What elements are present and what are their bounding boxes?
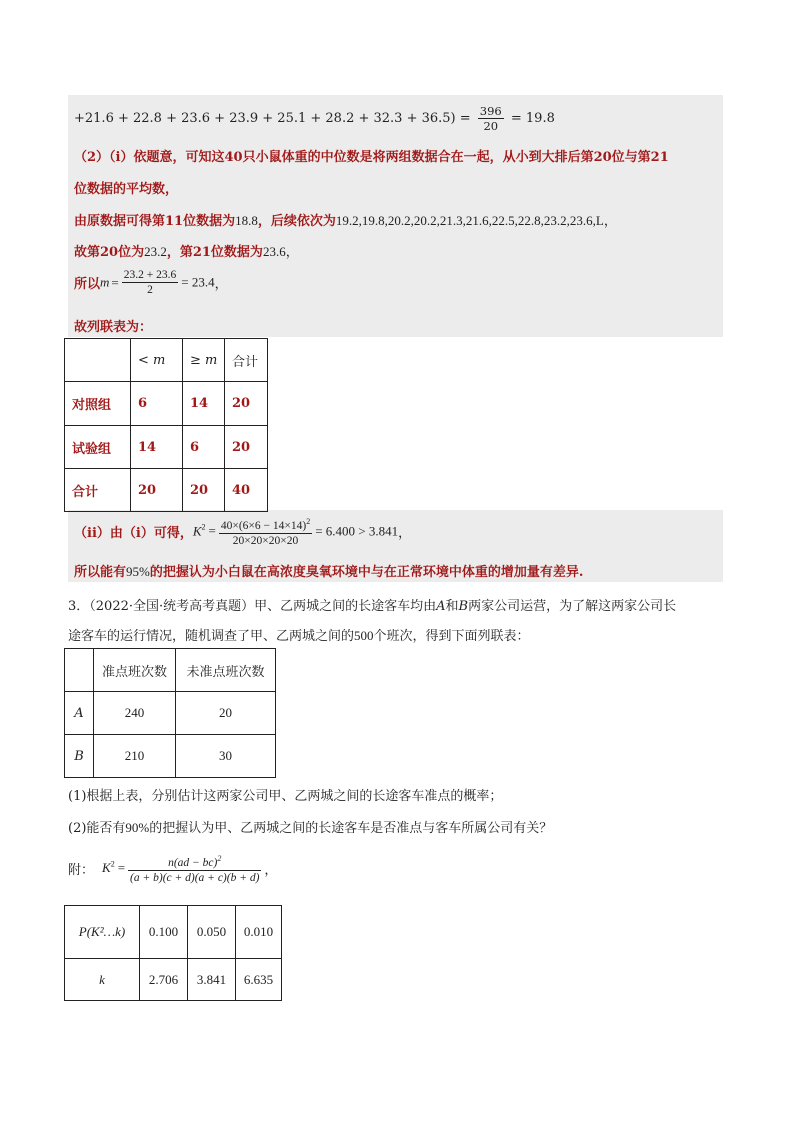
- critical-value-table: P(K²…k) 0.100 0.050 0.010 k 2.706 3.841 6.635: [64, 905, 282, 1001]
- table2-header-on-time: 准点班次数: [94, 649, 176, 692]
- table-row: A 240 20: [65, 692, 276, 735]
- solution-line-9: 所以能有95%的把握认为小白鼠在高浓度臭氧环境中与在正常环境中体重的增加量有差异.: [74, 564, 584, 580]
- solution-line-1: [74, 104, 555, 133]
- k-squared-fraction: $\frac{40\times(6\times 6 - 14\times 14)^2}{20\times 20\times 20\times 20}$: [220, 517, 311, 547]
- formula-fraction: $\frac{n(ad - bc)^2}{(a + b)(c + d)(a + c)(b + d)}$: [130, 854, 260, 884]
- table1-header-total: 合计: [225, 339, 268, 382]
- solution-line-7: 故列联表为：: [74, 320, 153, 335]
- mean-result: = 19.8: [510, 111, 555, 126]
- table1-header-empty: [65, 339, 131, 382]
- table1-header-lt-m: < m: [131, 339, 183, 382]
- contingency-table-1: [64, 338, 268, 512]
- table3-p-label: P(K²…k): [65, 906, 140, 959]
- problem-3-line-2: 途客车的运行情况，随机调查了甲、乙两城之间的500个班次，得到下面列联表：: [68, 628, 530, 644]
- solution-line-2: （2）（i）依题意，可知这40只小鼠体重的中位数是将两组数据合在一起，从小到大排后第20位与第21: [74, 150, 669, 165]
- solution-line-3: 位数据的平均数，: [74, 182, 179, 197]
- table-row: 对照组 6 14 20: [65, 382, 268, 426]
- table-row: 合计 20 20 40: [65, 469, 268, 512]
- table2-header-late: 未准点班次数: [176, 649, 276, 692]
- table1-header-ge-m: ≥ m: [183, 339, 225, 382]
- problem-3-line-1: 3．（2022·全国·统考高考真题）甲、乙两城之间的长途客车均由A和B两家公司运营，为了解这两家公司长: [68, 599, 677, 614]
- solution-line-5: 故第20位为23.2，第21位数据为23.6，: [74, 244, 299, 260]
- solution-line-6: 所以m = $\frac{23.2 + 23.6}{2}$ = 23.4，: [74, 269, 228, 296]
- table-row: 试验组 14 6 20: [65, 426, 268, 469]
- fraction-396-20: $\frac{396}{20}$: [479, 104, 502, 133]
- median-fraction: $\frac{23.2 + 23.6}{2}$: [123, 269, 177, 296]
- solution-line-4: 由原数据可得第11位数据为18.8，后续依次为19.2,19.8,20.2,20.2,21.3,21.6,22.5,22.8,23.2,23.6,L，: [74, 213, 617, 229]
- contingency-table-2: [64, 648, 276, 778]
- question-1: (1)根据上表，分别估计这两家公司甲、乙两城之间的长途客车准点的概率；: [68, 789, 503, 804]
- sum-expression: +21.6 + 22.8 + 23.6 + 23.9 + 25.1 + 28.2 + 32.3 + 36.5) =: [74, 111, 471, 126]
- appendix-formula: 附： $K^2$ = $\frac{n(ad - bc)^2}{(a + b)(c + d)(a + c)(b + d)}$ ，: [68, 854, 278, 884]
- question-2: (2)能否有90%的把握认为甲、乙两城之间的长途客车是否准点与客车所属公司有关？: [68, 820, 553, 836]
- table3-k-label: k: [65, 959, 140, 1001]
- solution-line-8: （ii）由（i）可得，$K^2$ = $\frac{40\times(6\times 6 - 14\times 14)^2}{20\times 20\times 20\times 20}$ = 6.400 > 3.841，: [74, 517, 412, 547]
- table-row: B 210 30: [65, 735, 276, 778]
